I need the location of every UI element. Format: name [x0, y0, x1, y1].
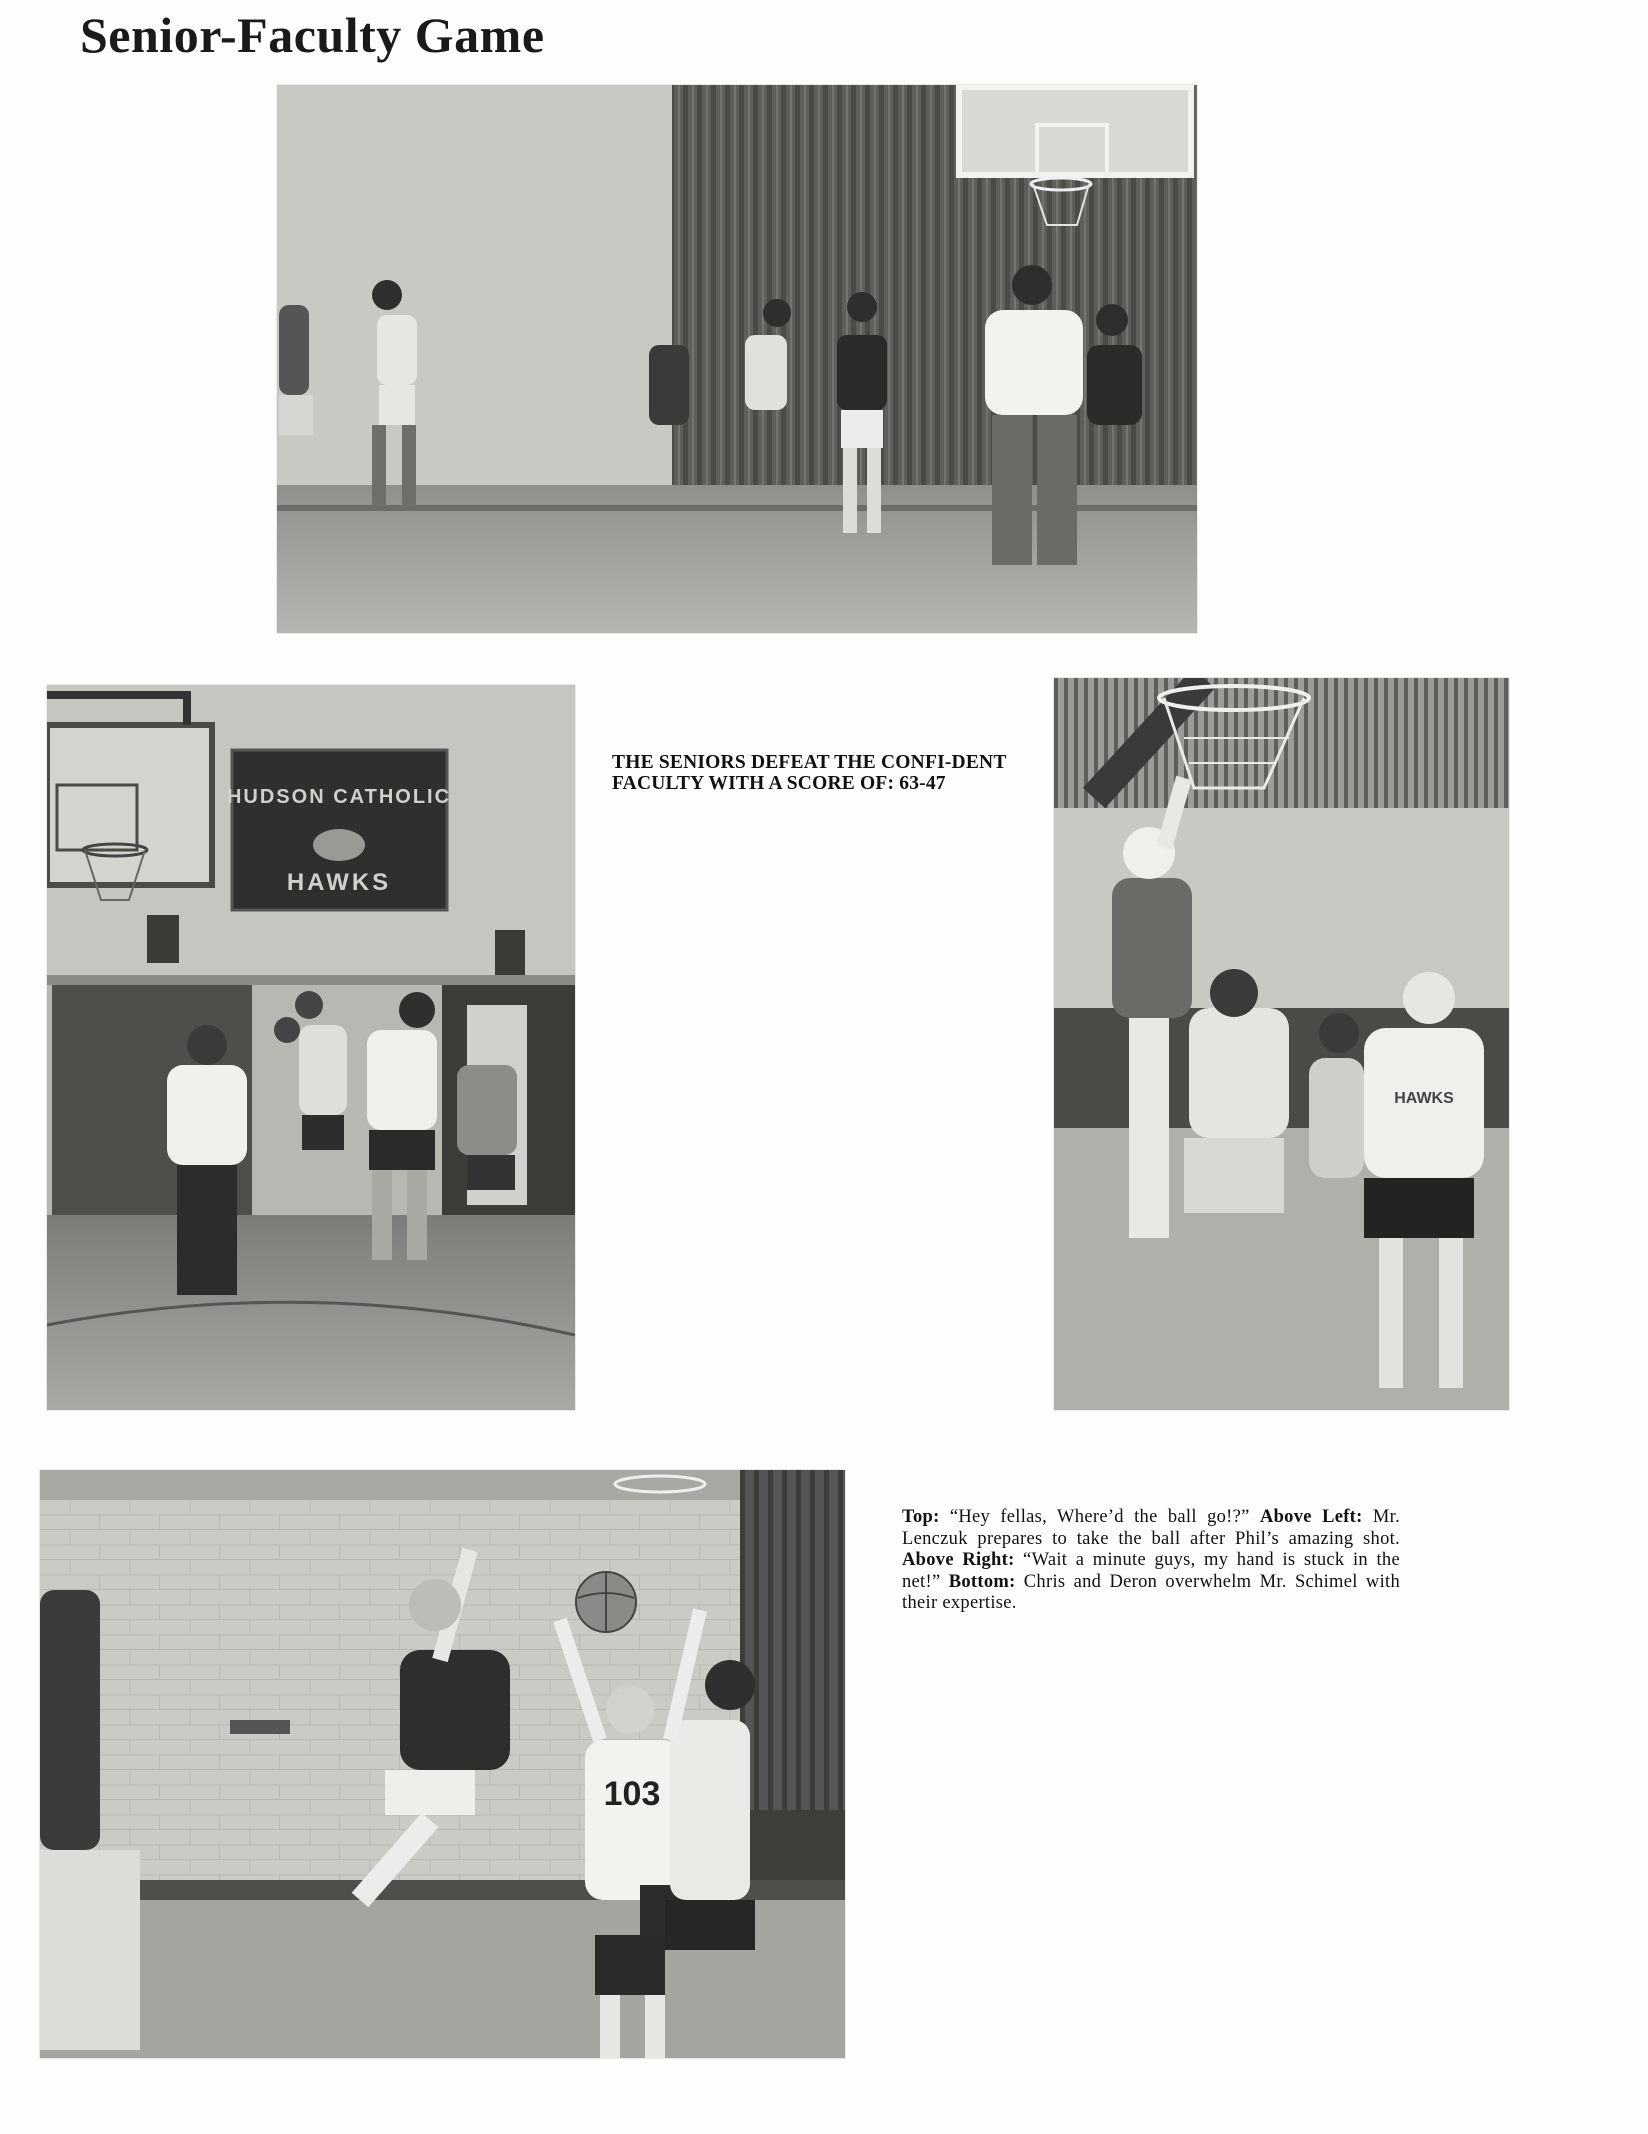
banner-line-1: HUDSON CATHOLIC: [226, 786, 452, 808]
photo-caption: [902, 1507, 1400, 1615]
page-title: Senior-Faculty Game: [80, 7, 545, 63]
caption-top-label: Top:: [902, 1507, 940, 1527]
jump-ball-photo-icon: [40, 1470, 845, 2058]
caption-above-right-label: Above Right:: [902, 1550, 1015, 1570]
gym-banner-photo-icon: [47, 685, 575, 1410]
top-photo: [277, 85, 1197, 633]
caption-bottom-text: Chris and Deron overwhelm Mr. Schimel with their expertise.: [902, 1571, 1401, 1613]
caption-above-left-text: Mr. Lenczuk prepares to take the ball after Phil’s amazing shot.: [902, 1507, 1400, 1549]
above-right-photo: [1054, 678, 1509, 1410]
above-left-photo: [47, 685, 575, 1410]
bottom-photo: [40, 1470, 845, 2058]
banner-line-2: HAWKS: [286, 869, 392, 896]
caption-above-left-label: Above Left:: [1259, 1507, 1363, 1527]
rebound-photo-icon: [1054, 678, 1509, 1410]
caption-top-text: “Hey fellas, Where’d the ball go!?”: [939, 1507, 1260, 1527]
basketball-court-photo-icon: [277, 85, 1197, 633]
caption-bottom-label: Bottom:: [948, 1571, 1016, 1592]
score-headline: THE SENIORS DEFEAT THE CONFI-DENT FACULTY WITH A SCORE OF: 63-47: [612, 752, 1007, 794]
jersey-number: 103: [603, 1775, 661, 1813]
jersey-text: HAWKS: [1394, 1090, 1454, 1107]
caption-above-right-text: “Wait a minute guys, my hand is stuck in the net!”: [902, 1550, 1400, 1592]
